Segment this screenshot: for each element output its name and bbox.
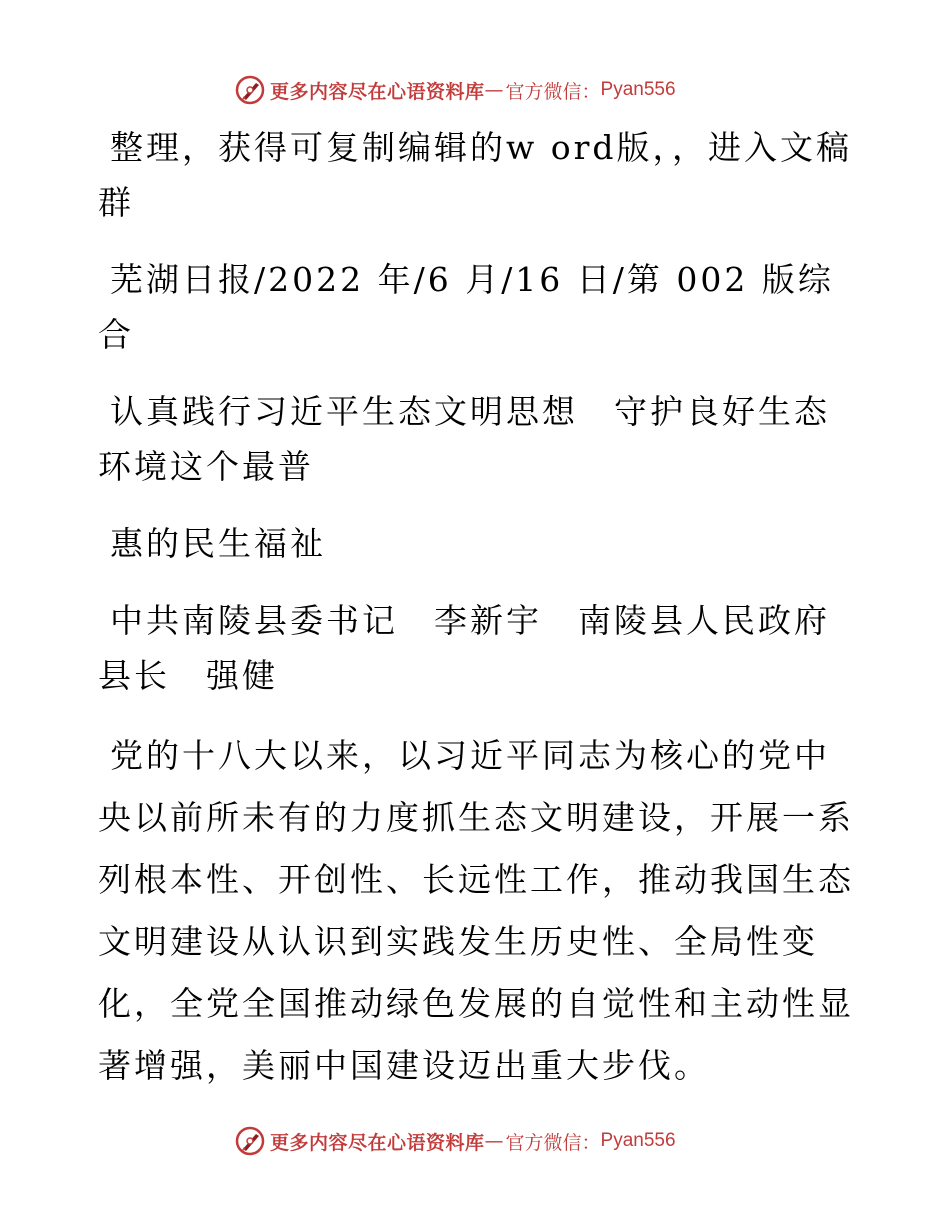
watermark-separator: — xyxy=(484,79,504,101)
article-title: 认真践行习近平生态文明思想 守护良好生态环境这个最普 xyxy=(98,392,830,486)
watermark-site-text: 更多内容尽在心语资料库 xyxy=(270,80,485,103)
article-authors: 中共南陵县委书记 李新宇 南陵县人民政府县长 强健 xyxy=(98,601,830,695)
header-watermark xyxy=(234,73,676,107)
watermark-wechat-id: Pyan556 xyxy=(600,79,676,100)
article-title-continued: 惠的民生福祉 xyxy=(110,524,326,563)
article-body-paragraph: 党的十八大以来，以习近平同志为核心的党中央以前所未有的力度抓生态文明建设，开展一系列根本性、开创性、长远性工作，推动我国生态文明建设从认识到实践发生历史性、全局性变化，全党全国推动绿色发展的自觉性和主动性显著增强，美丽中国建设迈出重大步伐。 xyxy=(98,736,854,1085)
watermark-wechat-id: Pyan556 xyxy=(600,1130,676,1151)
publication-source: 芜湖日报/2022 年/6 月/16 日/第 002 版综合 xyxy=(98,260,834,354)
document-body xyxy=(98,120,854,1119)
watermark-site-text: 更多内容尽在心语资料库 xyxy=(270,1131,485,1154)
quill-circle-logo-icon xyxy=(234,74,266,106)
quill-circle-logo-icon xyxy=(234,1125,266,1157)
watermark-separator: — xyxy=(484,1130,504,1152)
intro-note: 整理，获得可复制编辑的w ord版，，进入文稿群 xyxy=(98,128,853,222)
watermark-wechat-label: 官方微信： xyxy=(505,80,601,103)
watermark-wechat-label: 官方微信： xyxy=(505,1131,601,1154)
footer-watermark xyxy=(234,1124,676,1158)
